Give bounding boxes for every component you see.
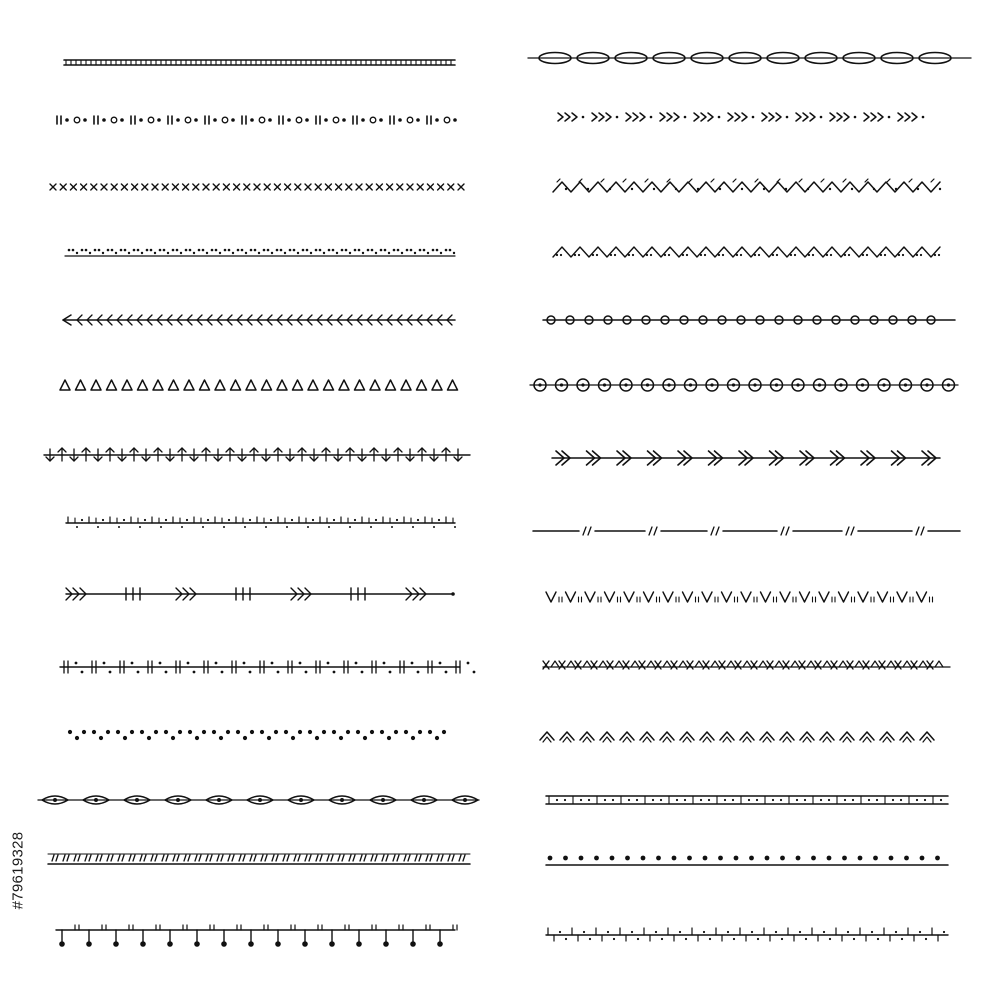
left-border-double-rail-ladder: [64, 60, 455, 65]
left-border-hanging-drops: [56, 925, 457, 947]
right-border-v-marks: [546, 592, 933, 602]
right-border-double-chevrons: [540, 732, 934, 742]
right-border-small-circles-line: [543, 316, 955, 324]
left-border-feather-arrows: [66, 588, 455, 600]
right-border-chevrons-right: [558, 113, 924, 121]
left-border-bars-and-dots: [57, 116, 457, 124]
right-border-zigzag-dotted: [553, 179, 941, 192]
left-border-dotted-baseline: [65, 249, 455, 256]
right-border-dots-on-line: [546, 856, 948, 865]
left-border-triangles: [60, 380, 458, 390]
left-border-cross-stitch: [50, 184, 464, 190]
left-border-arrow-chevrons-left: [63, 315, 455, 325]
left-border-double-bars-dots: [60, 661, 475, 673]
left-column: [38, 60, 479, 947]
left-border-dot-clusters: [68, 730, 446, 740]
right-border-dashed-slashes: [533, 527, 960, 535]
right-border-x-zigzag: [543, 661, 950, 669]
right-border-circles-with-dots: [530, 379, 958, 391]
right-border-zigzag-hatched: [553, 247, 940, 257]
left-border-hatched-rail: [48, 854, 470, 864]
stock-id-text: #79619328: [9, 831, 27, 909]
right-border-tick-fringe: [546, 928, 948, 941]
right-border-dotted-ladder: [546, 796, 948, 804]
left-border-tick-stitch: [66, 517, 456, 528]
left-border-eye-chain: [38, 796, 479, 804]
right-border-oval-chain: [528, 53, 971, 64]
right-column: [528, 53, 971, 942]
right-border-arrow-heads-line: [552, 451, 940, 465]
stock-id-watermark: [8, 770, 28, 970]
left-border-arrow-up-marks: [44, 448, 470, 461]
